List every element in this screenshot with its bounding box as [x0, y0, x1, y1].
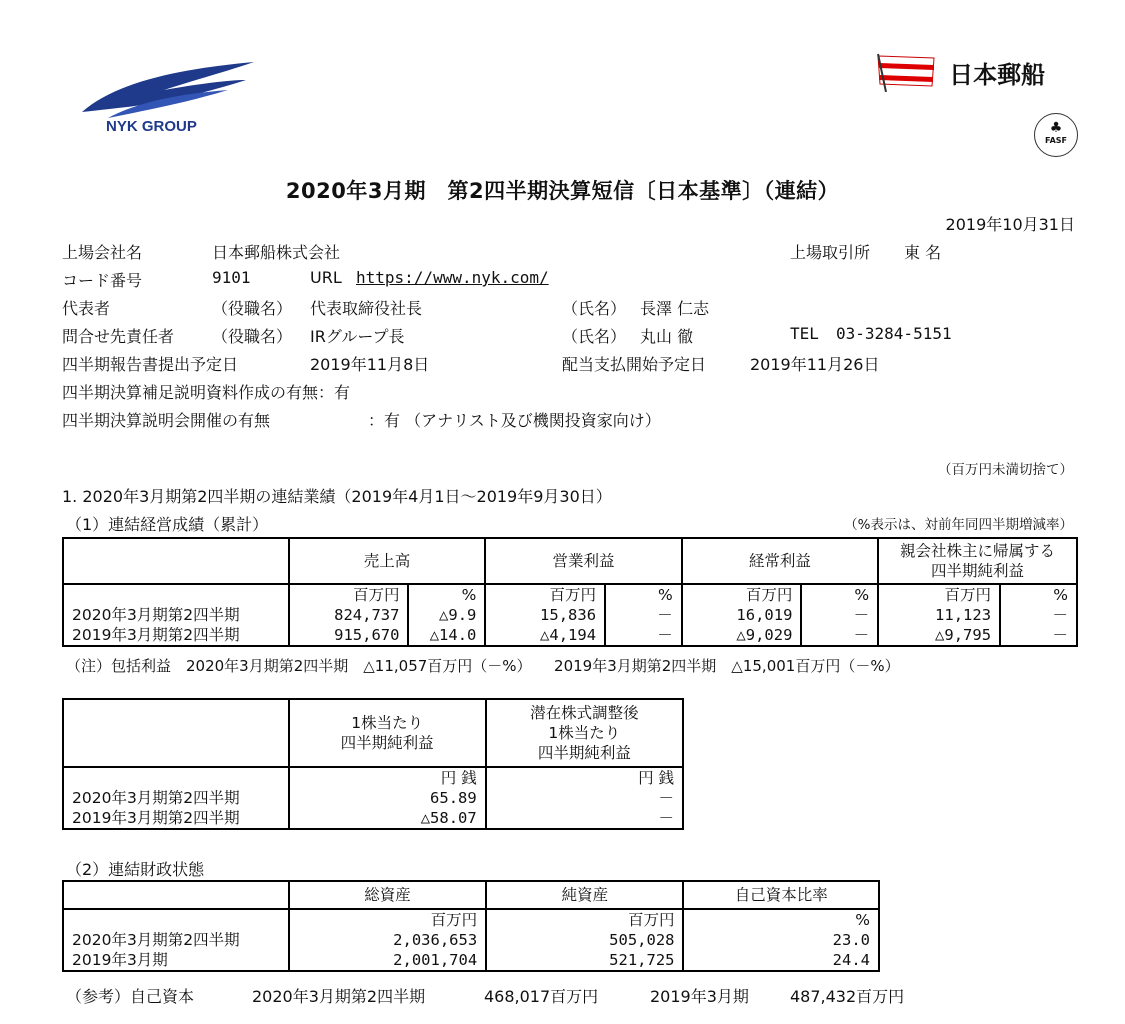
col-net-header — [878, 538, 1077, 584]
ratio-value: 24.4 — [683, 950, 879, 971]
rep-name-value: 長澤 仁志 — [640, 299, 710, 318]
col-deps-line2: 1株当たり — [548, 724, 621, 742]
net-value: △9,795 — [878, 625, 1000, 646]
deps-value: － — [486, 788, 683, 808]
page-title: 2020年3月期 第2四半期決算短信〔日本基準〕（連結） — [285, 179, 840, 203]
ref-p1-label: 2020年3月期第2四半期 — [252, 987, 426, 1006]
eps-value: 65.89 — [289, 788, 486, 808]
operating-results-table — [62, 537, 1078, 647]
deps-value: － — [486, 808, 683, 829]
unit-pct: % — [683, 909, 879, 930]
rep-title-label: （役職名） — [212, 299, 293, 318]
table-row — [63, 625, 1077, 646]
col-deps-line3: 四半期純利益 — [537, 744, 631, 762]
col-eps-line2: 四半期純利益 — [340, 734, 434, 752]
table-row — [63, 930, 879, 950]
unit-m: 百万円 — [289, 909, 486, 930]
rep-name-label: （氏名） — [562, 299, 627, 318]
nyk-group-logo — [78, 60, 258, 140]
report-date-label: 四半期報告書提出予定日 — [62, 355, 239, 374]
net-pct: － — [1000, 605, 1077, 625]
op-value: 15,836 — [540, 606, 597, 624]
op-value: △4,194 — [485, 625, 605, 646]
unit-m: 百万円 — [486, 909, 683, 930]
table-row — [63, 808, 683, 829]
rep-label: 代表者 — [62, 299, 111, 318]
section1-sub2: （2）連結財政状態 — [66, 860, 205, 879]
unit-pct: % — [408, 584, 485, 605]
row-label: 2020年3月期第2四半期 — [63, 605, 289, 625]
company-logo-text: 日本郵船 — [949, 60, 1046, 89]
tel-value: 03-3284-5151 — [836, 324, 952, 343]
col-net-header-line2: 四半期純利益 — [931, 562, 1025, 580]
listed-company-value: 日本郵船株式会社 — [212, 243, 341, 262]
listed-company-label: 上場会社名 — [62, 243, 143, 262]
assets-value: 2,036,653 — [289, 930, 486, 950]
briefing-value: ：有 （アナリスト及び機関投資家向け） — [368, 411, 661, 430]
ord-value: △9,029 — [682, 625, 802, 646]
contact-title-value: IRグループ長 — [310, 327, 405, 346]
briefing-label: 四半期決算説明会開催の有無 — [62, 411, 271, 430]
dividend-date-label: 配当支払開始予定日 — [562, 355, 707, 374]
unit-m: 百万円 — [549, 586, 597, 604]
contact-title-label: （役職名） — [212, 327, 293, 346]
eps-value: △58.07 — [289, 808, 486, 829]
net-pct: － — [1000, 625, 1077, 646]
section1-heading: 1. 2020年3月期第2四半期の連結業績（2019年4月1日～2019年9月30日） — [62, 487, 612, 506]
contact-label: 問合せ先責任者 — [62, 327, 175, 346]
ref-p1-value: 468,017百万円 — [484, 987, 599, 1006]
row-label: 2020年3月期第2四半期 — [63, 930, 289, 950]
code-value: 9101 — [212, 268, 251, 287]
flag-icon — [876, 52, 938, 92]
net-value: 11,123 — [935, 606, 992, 624]
col-ord-header: 経常利益 — [682, 538, 878, 584]
rounding-note: （百万円未満切捨て） — [938, 462, 1073, 478]
unit-pct: % — [605, 584, 682, 605]
col-eps-line1: 1株当たり — [351, 714, 424, 732]
col-deps-header — [486, 699, 683, 767]
nyk-group-logo-text: NYK GROUP — [106, 118, 197, 135]
net-assets-value: 505,028 — [486, 930, 683, 950]
unit-yen: 円 銭 — [486, 767, 683, 788]
row-label: 2019年3月期第2四半期 — [63, 808, 289, 829]
table-row — [63, 950, 879, 971]
col-assets-header: 総資産 — [289, 881, 486, 909]
col-ratio-header: 自己資本比率 — [683, 881, 879, 909]
unit-m: 百万円 — [745, 586, 793, 604]
rep-title-value: 代表取締役社長 — [310, 299, 423, 318]
report-date: 2019年10月31日 — [945, 215, 1075, 234]
row-label: 2020年3月期第2四半期 — [63, 788, 289, 808]
ord-pct: － — [801, 625, 878, 646]
exchange-label: 上場取引所 — [790, 243, 871, 262]
assets-value: 2,001,704 — [289, 950, 486, 971]
ref-label: （参考）自己資本 — [66, 987, 195, 1006]
ratio-value: 23.0 — [683, 930, 879, 950]
fasf-text: FASF — [1045, 136, 1067, 145]
col-net-assets-header: 純資産 — [486, 881, 683, 909]
financial-position-table — [62, 880, 880, 972]
sales-value: 824,737 — [334, 606, 400, 624]
ord-value: 16,019 — [736, 606, 793, 624]
section1-sub1: （1）連結経営成績（累計） — [66, 515, 269, 534]
op-pct: － — [605, 605, 682, 625]
ord-pct: － — [801, 605, 878, 625]
table-row — [63, 605, 1077, 625]
ref-p2-label: 2019年3月期 — [650, 987, 749, 1006]
op-pct: － — [605, 625, 682, 646]
company-logo — [876, 52, 1045, 92]
url-link[interactable]: https://www.nyk.com/ — [356, 268, 549, 287]
unit-pct: % — [801, 584, 878, 605]
contact-name-value: 丸山 徹 — [640, 327, 694, 346]
dividend-date-value: 2019年11月26日 — [750, 355, 880, 374]
net-assets-value: 521,725 — [486, 950, 683, 971]
row-label: 2019年3月期 — [63, 950, 289, 971]
unit-yen: 円 銭 — [289, 767, 486, 788]
row-label: 2019年3月期第2四半期 — [63, 625, 289, 646]
col-op-header: 営業利益 — [485, 538, 681, 584]
col-sales-header: 売上高 — [289, 538, 486, 584]
leaf-icon: ♣ — [1049, 120, 1063, 136]
exchange-value: 東 名 — [904, 243, 942, 262]
contact-name-label: （氏名） — [562, 327, 627, 346]
supplement-line: 四半期決算補足説明資料作成の有無：有 — [62, 383, 351, 402]
sales-pct: △14.0 — [408, 625, 485, 646]
unit-pct: % — [1000, 584, 1077, 605]
col-net-header-line1: 親会社株主に帰属する — [900, 542, 1056, 560]
pct-note: （%表示は、対前年同四半期増減率） — [844, 517, 1073, 533]
report-date-value: 2019年11月8日 — [310, 355, 430, 374]
unit-m: 百万円 — [944, 586, 992, 604]
code-label: コード番号 — [62, 271, 143, 290]
wing-icon — [78, 60, 258, 120]
comprehensive-income-note: （注）包括利益 2020年3月期第2四半期 △11,057百万円（－%） 2019年3月期第2四半期 △15,001百万円（－%） — [66, 657, 900, 675]
col-deps-line1: 潜在株式調整後 — [530, 704, 639, 722]
fasf-mark — [1034, 113, 1078, 157]
eps-table — [62, 698, 684, 830]
table-row — [63, 788, 683, 808]
ref-p2-value: 487,432百万円 — [790, 987, 905, 1006]
sales-pct: △9.9 — [408, 605, 485, 625]
tel-label: TEL — [790, 324, 819, 343]
unit-m: 百万円 — [352, 586, 400, 604]
col-eps-header — [289, 699, 486, 767]
url-label: URL — [310, 268, 342, 287]
header-blank — [63, 538, 289, 584]
sales-value: 915,670 — [289, 625, 409, 646]
